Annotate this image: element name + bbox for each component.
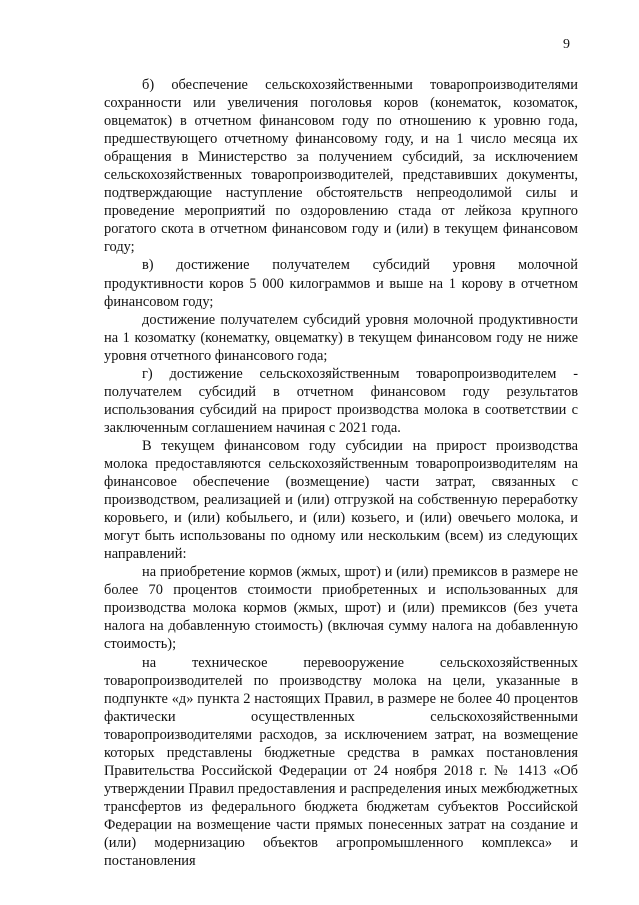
paragraph-feed-purchase: на приобретение кормов (жмых, шрот) и (или) премиксов в размере не более 70 процентов стоимости приобретенных и использованных для производства молока кормов (жмых, шрот) и (или) премиксов (без учета налога на добавленную стоимость) (включая сумму налога на добавленную стоимость); (104, 564, 578, 653)
paragraph-milk-productivity-goats: достижение получателем субсидий уровня молочной продуктивности на 1 козоматку (конематку, овцематку) в текущем финансовом году не ниже уровня отчетного финансового года; (104, 311, 578, 364)
paragraph-technical-reequipment: на техническое перевооружение сельскохозяйственных товаропроизводителей по производству молока на цели, указанные в подпункте «д» пункта 2 настоящих Правил, в размере не более 40 процентов фактически осуществленных сельскохозяйственными товаропроизводителями расходов, за исключением затрат, на возмещение которых представлены бюджетные средства в рамках постановления Правительства Российской Федерации от 24 ноября 2018 г. № 1413 «Об утверждении Правил предоставления и распределения иных межбюджетных трансфертов из федерального бюджета бюджетам субъектов Российской Федерации на возмещение части прямых понесенных затрат на создание и (или) модернизацию объектов агропромышленного комплекса» и постановления (104, 654, 578, 870)
paragraph-subsidy-directions-intro: В текущем финансовом году субсидии на прирост производства молока предоставляются сельскохозяйственным товаропроизводителям на финансовое обеспечение (возмещение) части затрат, связанных с производством, реализацией и (или) отгрузкой на собственную переработку коровьего, и (или) кобыльего, и (или) козьего, и (или) овечьего молока, и могут быть использованы по одному или нескольким (всем) из следующих направлений: (104, 437, 578, 563)
document-body (104, 76, 578, 870)
page-number: 9 (563, 37, 570, 52)
paragraph-g-subsidy-results: г) достижение сельскохозяйственным товаропроизводителем - получателем субсидий в отчетном финансовом году результатов использования субсидий на прирост производства молока в соответствии с заключенным соглашением начиная с 2021 года. (104, 365, 578, 436)
paragraph-v-milk-productivity-cows: в) достижение получателем субсидий уровня молочной продуктивности коров 5 000 килограммов и выше на 1 корову в отчетном финансовом году; (104, 257, 578, 310)
paragraph-b-herd-preservation: б) обеспечение сельскохозяйственными товаропроизводителями сохранности или увеличения поголовья коров (конематок, козоматок, овцематок) в отчетном финансовом году по отношению к уровню года, предшествующего отчетному финансовому году, и на 1 число месяца их обращения в Министерство за получением субсидий, за исключением сельскохозяйственных товаропроизводителей, представивших документы, подтверждающие наступление обстоятельств непреодолимой силы и проведение мероприятий по оздоровлению стада от лейкоза крупного рогатого скота в отчетном финансовом году и (или) в текущем финансовом году; (104, 77, 578, 256)
